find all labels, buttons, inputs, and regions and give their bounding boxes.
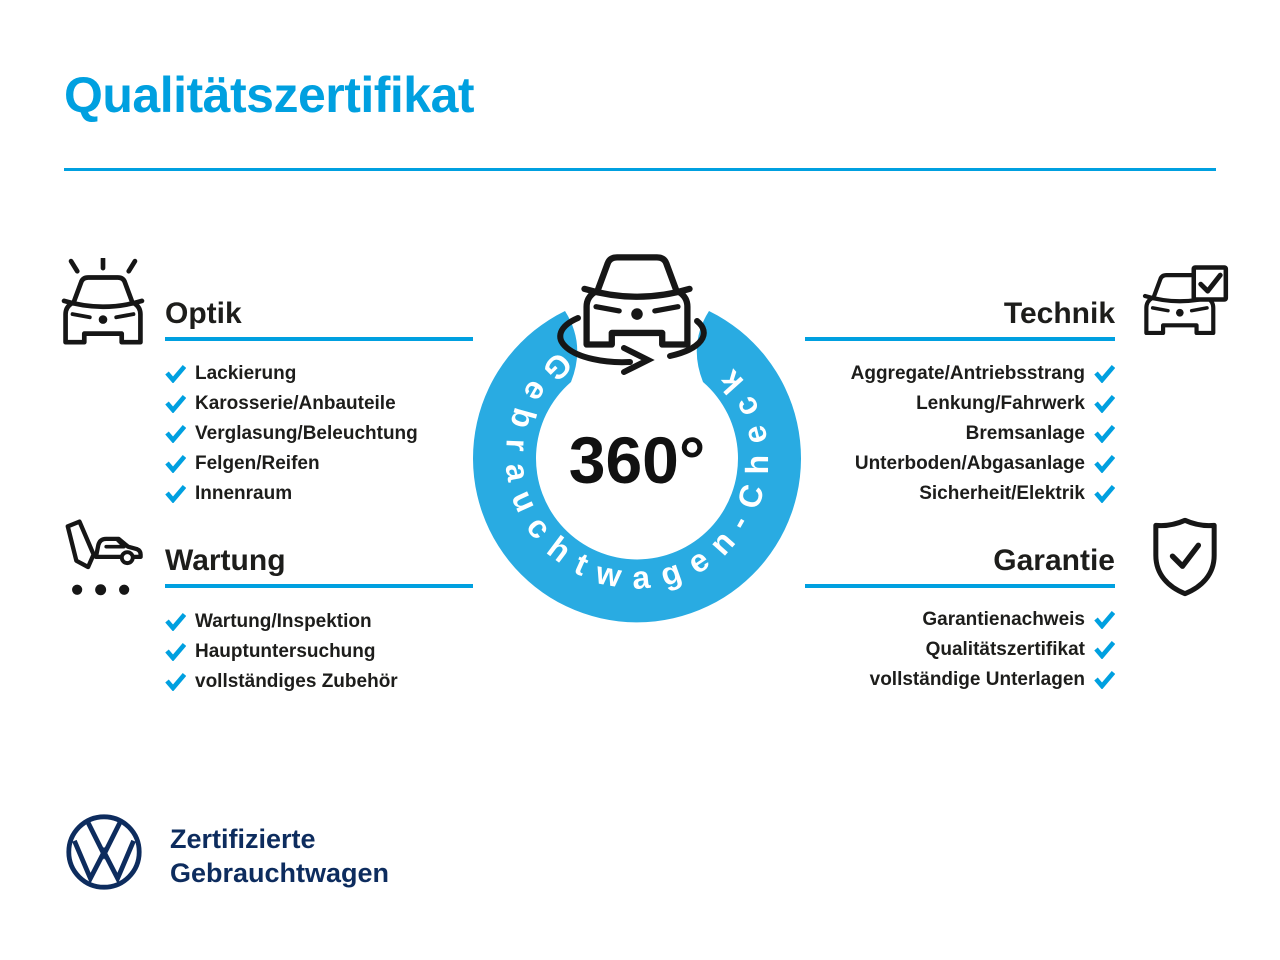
check-icon: [1094, 611, 1115, 629]
list-item-label: Felgen/Reifen: [195, 453, 320, 474]
list-item: [165, 667, 495, 697]
check-icon: [165, 673, 186, 691]
list-item-label: Lackierung: [195, 363, 297, 384]
list-item-label: Qualitätszertifikat: [925, 639, 1085, 660]
list-item-label: Unterboden/Abgasanlage: [854, 453, 1085, 474]
check-icon: [165, 485, 186, 503]
check-icon: [165, 395, 186, 413]
list-item-label: Hauptuntersuchung: [195, 641, 376, 662]
list-item-label: Sicherheit/Elektrik: [919, 483, 1085, 504]
list-item-label: vollständiges Zubehör: [195, 671, 398, 692]
list-item-label: Garantienachweis: [922, 609, 1085, 630]
check-icon: [1094, 485, 1115, 503]
check-icon: [1094, 425, 1115, 443]
list-item-label: Lenkung/Fahrwerk: [916, 393, 1085, 414]
section-title-wartung: Wartung: [165, 544, 286, 577]
check-icon: [1094, 365, 1115, 383]
check-icon: [1094, 395, 1115, 413]
section-title-garantie: Garantie: [993, 544, 1115, 577]
rotating-car-icon: [560, 257, 704, 372]
list-item-label: Innenraum: [195, 483, 293, 504]
section-divider-garantie: [805, 584, 1115, 588]
footer-claim-line1: Zertifizierte: [170, 824, 316, 854]
shiny-car-icon: [56, 258, 150, 350]
list-item-label: vollständige Unterlagen: [869, 669, 1085, 690]
check-icon: [1094, 671, 1115, 689]
section-title-technik: Technik: [1003, 297, 1115, 330]
vw-logo: [64, 812, 144, 892]
section-title-optik: Optik: [165, 297, 242, 330]
360-check-badge: [430, 240, 850, 660]
check-icon: [165, 425, 186, 443]
shield-check-icon: [1150, 516, 1220, 598]
check-icon: [165, 613, 186, 631]
check-icon: [165, 365, 186, 383]
degree-label: 360°: [568, 423, 706, 497]
check-icon: [1094, 455, 1115, 473]
check-icon: [165, 643, 186, 661]
page-title: Qualitätszertifikat: [64, 67, 475, 123]
section-divider-optik: [165, 337, 473, 341]
car-checkbox-icon: [1138, 258, 1230, 348]
list-item: [765, 665, 1115, 695]
list-item-label: Aggregate/Antriebsstrang: [850, 363, 1085, 384]
list-item-label: Wartung/Inspektion: [195, 611, 372, 632]
list-item-label: Verglasung/Beleuchtung: [195, 423, 418, 444]
list-item-label: Karosserie/Anbauteile: [195, 393, 396, 414]
section-divider-wartung: [165, 584, 473, 588]
ring-label: Gebrauchtwagen-Check: [498, 345, 776, 597]
list-item-label: Bremsanlage: [965, 423, 1085, 444]
title-divider: [64, 168, 1216, 171]
check-icon: [1094, 641, 1115, 659]
check-icon: [165, 455, 186, 473]
section-divider-technik: [805, 337, 1115, 341]
footer-claim: [170, 822, 389, 890]
footer-claim-line2: Gebrauchtwagen: [170, 858, 390, 888]
pencil-car-checklist-icon: [56, 514, 150, 606]
